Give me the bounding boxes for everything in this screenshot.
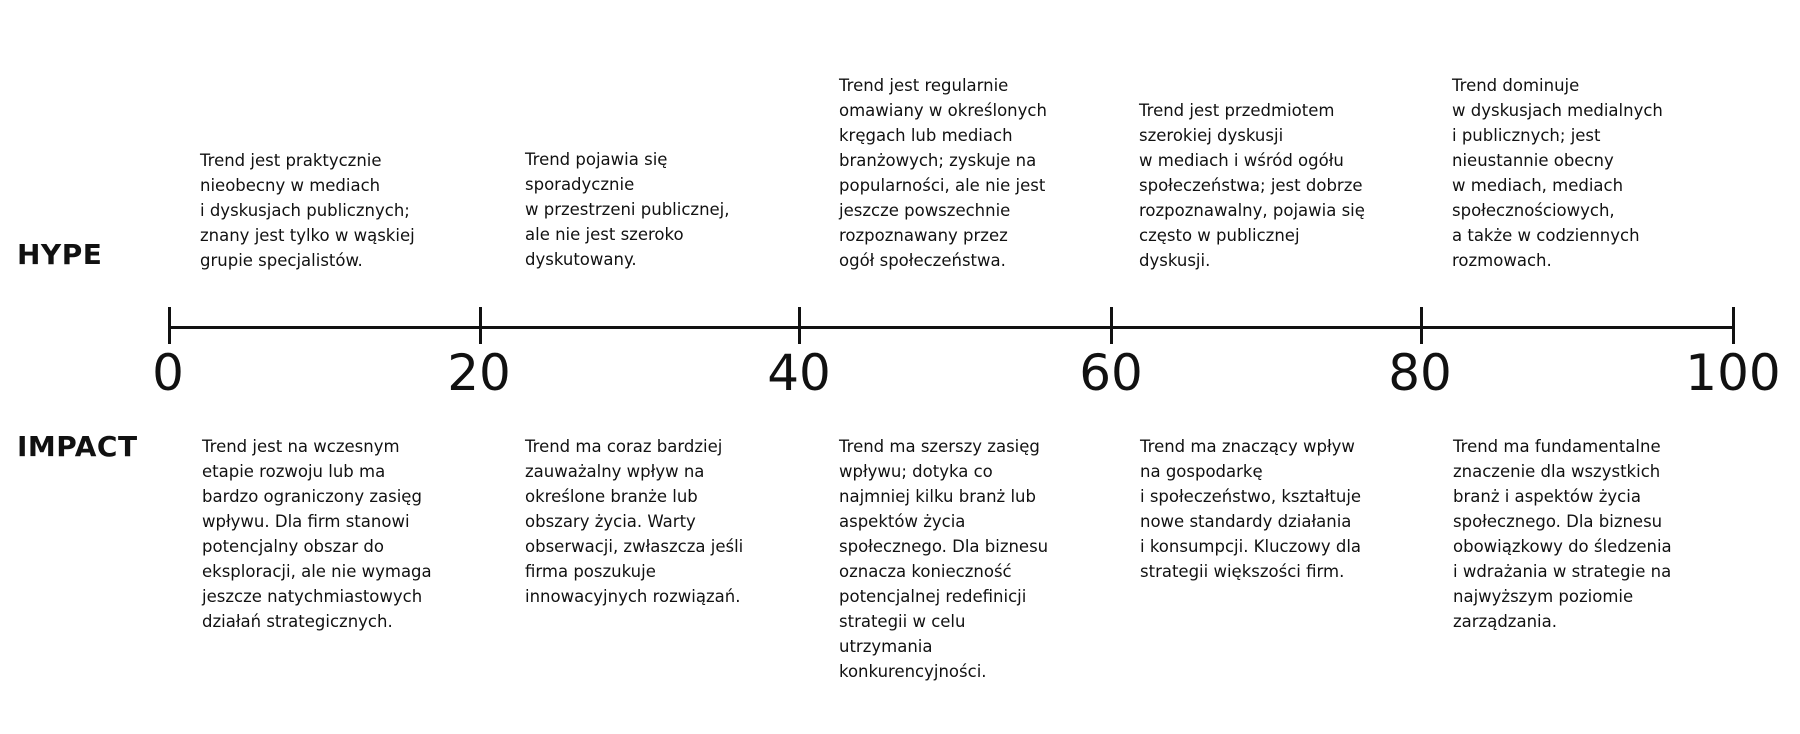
scale-tick-label: 100 — [1685, 344, 1781, 402]
scale-tick-label: 20 — [447, 344, 511, 402]
scale-tick-label: 0 — [152, 344, 184, 402]
scale-tick-label: 40 — [767, 344, 831, 402]
impact-description-40-60: Trend ma szerszy zasięg wpływu; dotyka co najmniej kilku branż lub aspektów życia społecznego. Dla biznesu oznacza konieczność potencjalnej redefinicji strategii w celu utrzymania konkurencyjności. — [839, 437, 1049, 681]
impact-description-60-80: Trend ma znaczący wpływ na gospodarkę i społeczeństwo, kształtuje nowe standardy działania i konsumpcji. Kluczowy dla strategii większości firm. — [1140, 437, 1362, 581]
scale-tick — [1110, 307, 1113, 344]
hype-description-60-80: Trend jest przedmiotem szerokiej dyskusji w mediach i wśród ogółu społeczeństwa; jest dobrze rozpoznawalny, pojawia się często w publicznej dyskusji. — [1139, 101, 1365, 270]
scale-tick — [1420, 307, 1423, 344]
scale-tick-label: 80 — [1388, 344, 1452, 402]
impact-description-0-20: Trend jest na wczesnym etapie rozwoju lub ma bardzo ograniczony zasięg wpływu. Dla firm stanowi potencjalny obszar do eksploracji, ale nie wymaga jeszcze natychmiastowych działań strategicznych. — [202, 437, 432, 631]
hype-label: HYPE — [17, 238, 103, 271]
hype-description-20-40: Trend pojawia się sporadycznie w przestrzeni publicznej, ale nie jest szeroko dyskutowany. — [525, 150, 730, 269]
scale-tick — [798, 307, 801, 344]
impact-label: IMPACT — [17, 430, 138, 463]
hype-description-80-100: Trend dominuje w dyskusjach medialnych i publicznych; jest nieustannie obecny w mediach, mediach społecznościowych, a także w codziennych rozmowach. — [1452, 76, 1663, 270]
hype-description-40-60: Trend jest regularnie omawiany w określonych kręgach lub mediach branżowych; zyskuje na popularności, ale nie jest jeszcze powszechnie rozpoznawany przez ogół społeczeństwa. — [839, 76, 1047, 270]
impact-description-80-100: Trend ma fundamentalne znaczenie dla wszystkich branż i aspektów życia społecznego. Dla biznesu obowiązkowy do śledzenia i wdrażania w strategie na najwyższym poziomie zarządzania. — [1453, 437, 1672, 631]
scale-tick — [479, 307, 482, 344]
scale-axis-line — [168, 326, 1734, 329]
hype-description-0-20: Trend jest praktycznie nieobecny w mediach i dyskusjach publicznych; znany jest tylko w wąskiej grupie specjalistów. — [200, 151, 415, 270]
scale-tick — [1732, 307, 1735, 344]
scale-tick — [168, 307, 171, 344]
impact-description-20-40: Trend ma coraz bardziej zauważalny wpływ na określone branże lub obszary życia. Warty obserwacji, zwłaszcza jeśli firma poszukuje innowacyjnych rozwiązań. — [525, 437, 744, 606]
scale-tick-label: 60 — [1079, 344, 1143, 402]
